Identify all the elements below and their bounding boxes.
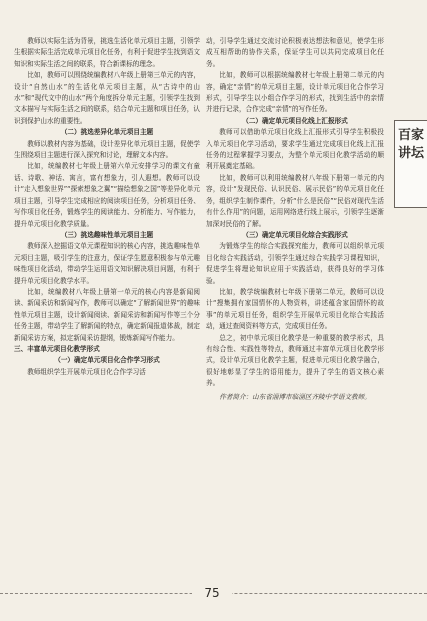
paragraph: 总之，初中单元项目化教学是一种重要的教学形式，具有综合性、实践性等特点，教师通过丰富单元项目化教学形式，设计单元项目化教学主题，促进单元项目化教学融合，很好地彰显了学生的语用能力，提升了学生的语文核心素养。 [206,333,384,388]
paragraph: 为锻炼学生的综合实践探究能力，教师可以组织单元项目化综合实践活动，引领学生通过综合实践学习课程知识，促进学生将理论知识应用于实践活动，获得良好的学习体验。 [206,242,384,285]
paragraph: 比如，教学统编教材七年级下册第二单元，教师可以设计“搜集拥有家国情怀的人物资料，讲述蕴含家国情怀的故事”的单元项目任务，组织学生开展单元项目化综合实践活动，通过查阅资料等方式，完成项目任务。 [206,287,384,331]
subheading: （一）确定单元项目化合作学习形式 [54,356,160,365]
paragraph: 教师组织学生开展单元项目化合作学习活 [27,367,146,376]
paragraph: 动，引导学生通过交流讨论积极表达想法和意见，使学生形成互相帮助的协作关系，保证学生可以共同完成项目化任务。 [206,37,384,68]
paragraph: 比如，教师可以围绕统编教材八年级上册第三单元的内容，设计“自然山水”的生活化单元项目主题，从“古诗中的山水”和“现代文中的山水”两个角度拆分单元主题，引领学生找到文本描写与实际生活之间的联系，结合单元主题和项目任务，认识到保护山水的重要性。 [14,71,200,125]
section-tab-label: 百家讲坛 [397,128,424,161]
left-column [14,36,200,378]
paragraph: 教师深入挖掘语文单元课程知识的核心内容，挑选趣味性单元项目主题，吸引学生的注意力，保证学生愿意积极参与单元趣味性项目化活动，带动学生运用语文知识解决项目问题，有利于提升单元项目化教学水平。 [14,242,200,285]
page-number: 75 [192,586,232,600]
paragraph: 比如，统编教材七年级上册第六单元安排学习的课文有童话、诗歌、神话、寓言，富有想象力，引人遐想。教师可以设计“走入想象世界”“探索想象之翼”“描绘想象之国”等差异化单元项目主题，引导学生完成相应的阅读项目任务，分析项目任务、写作项目化任务，锻炼学生的阅读能力、分析能力、写作能力，提升单元项目化教学质量。 [14,162,200,228]
right-column [206,36,384,403]
paragraph: 比如，教师可以利用统编教材八年级下册第一单元的内容，设计“发现民俗、认识民俗、展示民俗”的单元项目化任务，组织学生制作课件，分析“什么是民俗”“民俗对现代生活有什么作用”的问题，运用网络进行线上展示，引领学生逐渐加深对民俗的了解。 [206,173,384,228]
paragraph: 教师以实际生活为背景，挑选生活化单元项目主题，引领学生根据实际生活完成单元项目化任务，有利于促进学生找到语文知识和实际生活之间的联系，符合新课标的理念。 [14,37,200,68]
subheading: （二）挑选差异化单元项目主题 [60,128,154,137]
paragraph: 比如，教师可以根据统编教材七年级上册第二单元的内容，确定“亲情”的单元项目主题，设计单元项目化合作学习形式，引导学生以小组合作学习的形式，找到生活中的亲情并进行记录，合作完成“亲情”的写作任务。 [206,71,384,114]
subheading: （三）确定单元项目化综合实践形式 [242,230,348,239]
paragraph: 教师可以借助单元项目化线上汇报形式引导学生积极投入单元项目化学习活动，要求学生通过完成项目化线上汇报任务的过程掌握学习要点，为整个单元项目化教学活动的顺利开展奠定基础。 [206,128,384,171]
section-tab [394,120,427,208]
paragraph: 教师以教材内容为基础，设计差异化单元项目主题，促使学生围绕项目主题进行深入探究和讨论，理解文本内容。 [14,139,200,160]
subheading: （三）挑选趣味性单元项目主题 [60,230,154,239]
author-bio: 作者简介：山东省淄博市临淄区齐陵中学语文教师。 [219,392,371,401]
section-heading: 三、丰富单元项目化教学形式 [14,344,100,353]
subheading: （二）确定单元项目化线上汇报形式 [242,116,348,125]
paragraph: 比如，统编教材八年级上册第一单元的核心内容是新闻阅读、新闻采访和新闻写作，教师可以确定“了解新闻世界”的趣味性单元项目主题，设计新闻阅读、新闻采访和新闻写作等三个分任务主题，带动学生了解新闻的特点，确定新闻报道体裁，制定新闻采访方案，拟定新闻采访提纲，锻炼新闻写作能力。 [14,287,200,342]
